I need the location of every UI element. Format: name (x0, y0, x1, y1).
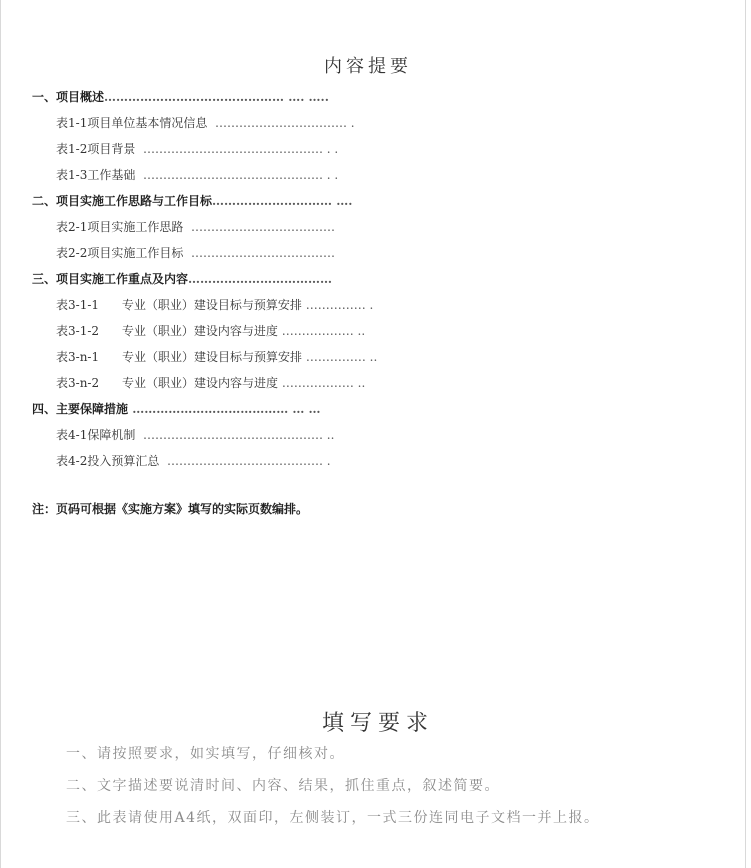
toc-leader-dots: ……………………………… (183, 246, 335, 260)
toc-sub-entry[interactable] (32, 240, 712, 266)
toc-leader-dots: ………………………………… … … (128, 402, 321, 416)
toc-entry-label: 表4-2投入预算汇总 (56, 454, 160, 468)
toc-section-entry[interactable] (32, 188, 712, 214)
table-of-contents (32, 84, 712, 474)
toc-entry-label: 表3-1-2 专业（职业）建设内容与进度 (56, 324, 278, 338)
toc-sub-entry[interactable] (32, 448, 712, 474)
toc-entry-label: 表1-1项目单位基本情况信息 (56, 116, 208, 130)
toc-sub-entry[interactable] (32, 344, 712, 370)
toc-entry-label: 表1-2项目背景 (56, 142, 136, 156)
toc-leader-dots: ………………………………… . (159, 454, 331, 468)
toc-entry-label: 表2-2项目实施工作目标 (56, 246, 184, 260)
toc-entry-label: 四、主要保障措施 (32, 402, 129, 416)
toc-leader-dots: ……………………………… (188, 272, 333, 286)
toc-leader-dots: …………… . (301, 298, 374, 312)
toc-leader-dots: ……………… .. (277, 324, 366, 338)
toc-entry-label: 表1-3工作基础 (56, 168, 136, 182)
toc-entry-label: 二、项目实施工作思路与工作目标 (32, 194, 213, 208)
toc-sub-entry[interactable] (32, 292, 712, 318)
toc-section-entry[interactable] (32, 396, 712, 422)
toc-entry-label: 一、项目概述 (32, 90, 105, 104)
toc-leader-dots: ……………… .. (278, 376, 366, 390)
toc-leader-dots: ……………………………… (183, 220, 335, 234)
toc-section-entry[interactable] (32, 266, 712, 292)
toc-entry-label: 表3-n-2 专业（职业）建设内容与进度 (56, 376, 278, 390)
toc-sub-entry[interactable] (32, 214, 712, 240)
requirements-list (66, 738, 600, 834)
toc-leader-dots: ……………………………………… . . (135, 168, 339, 182)
page-number-note: 注：页码可根据《实施方案》填写的实际页数编排。 (32, 502, 309, 516)
requirement-item-1: 一、请按照要求，如实填写，仔细核对。 (66, 746, 345, 762)
requirement-item-3: 三、此表请使用A4纸，双面印，左侧装订，一式三份连同电子文档一并上报。 (66, 810, 600, 826)
toc-leader-dots: …………… .. (302, 350, 378, 364)
toc-section-entry[interactable] (32, 84, 712, 110)
toc-entry-label: 表4-1保障机制 (56, 428, 136, 442)
toc-leader-dots: ………………………… …. (212, 194, 353, 208)
toc-sub-entry[interactable] (32, 136, 712, 162)
requirements-title: 填写要求 (321, 711, 434, 736)
toc-entry-label: 表2-1项目实施工作思路 (56, 220, 184, 234)
requirement-item-2: 二、文字描述要说清时间、内容、结果，抓住重点，叙述简要。 (66, 778, 500, 794)
toc-sub-entry[interactable] (32, 162, 712, 188)
toc-leader-dots: …………………………… . (207, 116, 355, 130)
toc-leader-dots: ……………………………………… . . (135, 142, 339, 156)
toc-entry-label: 表3-1-1 专业（职业）建设目标与预算安排 (56, 298, 302, 312)
toc-title: 内容提要 (324, 56, 412, 77)
toc-entry-label: 三、项目实施工作重点及内容 (32, 272, 189, 286)
toc-leader-dots: ……………………………………… …. ….. (104, 90, 329, 104)
toc-leader-dots: ……………………………………… .. (135, 428, 335, 442)
toc-sub-entry[interactable] (32, 370, 712, 396)
toc-sub-entry[interactable] (32, 422, 712, 448)
toc-sub-entry[interactable] (32, 318, 712, 344)
toc-entry-label: 表3-n-1 专业（职业）建设目标与预算安排 (56, 350, 302, 364)
toc-sub-entry[interactable] (32, 110, 712, 136)
